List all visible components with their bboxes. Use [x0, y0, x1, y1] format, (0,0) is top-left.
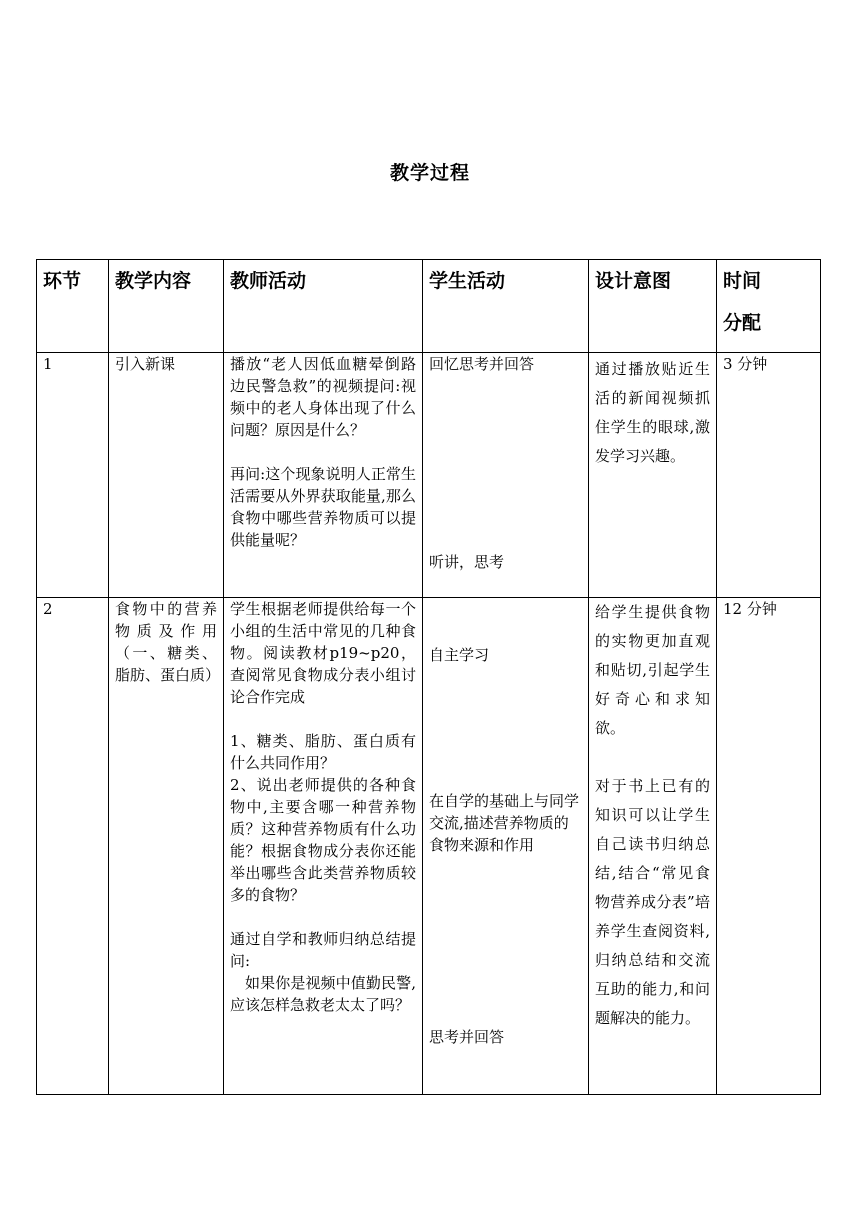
row2-time: 12 分钟	[717, 598, 821, 1095]
row1-student-p2: 听讲，思考	[429, 553, 505, 571]
row2-student	[423, 598, 589, 1095]
row2-teacher	[224, 598, 423, 1095]
row2-intent	[589, 598, 717, 1095]
row1-teacher-p2: 再问:这个现象说明人正常生活需要从外界获取能量,那么食物中哪些营养物质可以提供能量呢？	[230, 465, 416, 549]
row2-content: 食物中的营养物质及作用（一、糖类、脂肪、蛋白质）	[109, 598, 224, 1095]
header-intent: 设计意图	[589, 260, 717, 353]
row2-teacher-p2: 1、糖类、脂肪、蛋白质有什么共同作用？	[230, 732, 416, 772]
table-row	[37, 353, 821, 598]
row2-intent-p1: 给学生提供食物的实物更加直观和贴切,引起学生好奇心和求知欲。	[595, 603, 710, 737]
header-stage: 环节	[37, 260, 109, 353]
table-header-row	[37, 260, 821, 353]
header-teacher: 教师活动	[224, 260, 423, 353]
row1-student-p1: 回忆思考并回答	[429, 355, 535, 373]
row1-content: 引入新课	[109, 353, 224, 598]
header-student: 学生活动	[423, 260, 589, 353]
row1-time: 3 分钟	[717, 353, 821, 598]
header-time-line2: 分配	[723, 312, 762, 334]
row2-teacher-p5: 如果你是视频中值勤民警,应该怎样急救老太太了吗？	[230, 974, 416, 1014]
row2-intent-p2: 对于书上已有的知识可以让学生自己读书归纳总结,结合“常见食物营养成分表”培养学生查阅资料,归纳总结和交流互助的能力,和问题解决的能力。	[595, 777, 710, 1027]
table-row	[37, 598, 821, 1095]
row1-stage: 1	[37, 353, 109, 598]
row2-teacher-p3: 2、说出老师提供的各种食物中,主要含哪一种营养物质？这种营养物质有什么功能？根据食物成分表你还能举出哪些含此类营养物质较多的食物？	[230, 776, 416, 904]
row2-student-p2: 在自学的基础上与同学交流,描述营养物质的食物来源和作用	[429, 792, 580, 854]
header-content: 教学内容	[109, 260, 224, 353]
header-time	[717, 260, 821, 353]
row2-teacher-p4: 通过自学和教师归纳总结提问:	[230, 930, 416, 970]
row1-teacher	[224, 353, 423, 598]
page-title: 教学过程	[389, 162, 470, 184]
row1-intent-text: 通过播放贴近生活的新闻视频抓住学生的眼球,激发学习兴趣。	[595, 360, 710, 465]
row1-intent	[589, 353, 717, 598]
row2-teacher-p1: 学生根据老师提供给每一个小组的生活中常见的几种食物。阅读教材p19~p20，查阅常见食物成分表小组讨论合作完成	[230, 600, 416, 706]
row2-student-p3: 思考并回答	[429, 1028, 505, 1046]
header-time-line1: 时间	[723, 270, 762, 292]
row2-student-p1: 自主学习	[429, 646, 490, 664]
teaching-process-table	[36, 259, 821, 1095]
row2-stage: 2	[37, 598, 109, 1095]
row1-teacher-p1: 播放“老人因低血糖晕倒路边民警急救”的视频提问:视频中的老人身体出现了什么问题？原因是什么？	[230, 355, 416, 439]
row1-student	[423, 353, 589, 598]
